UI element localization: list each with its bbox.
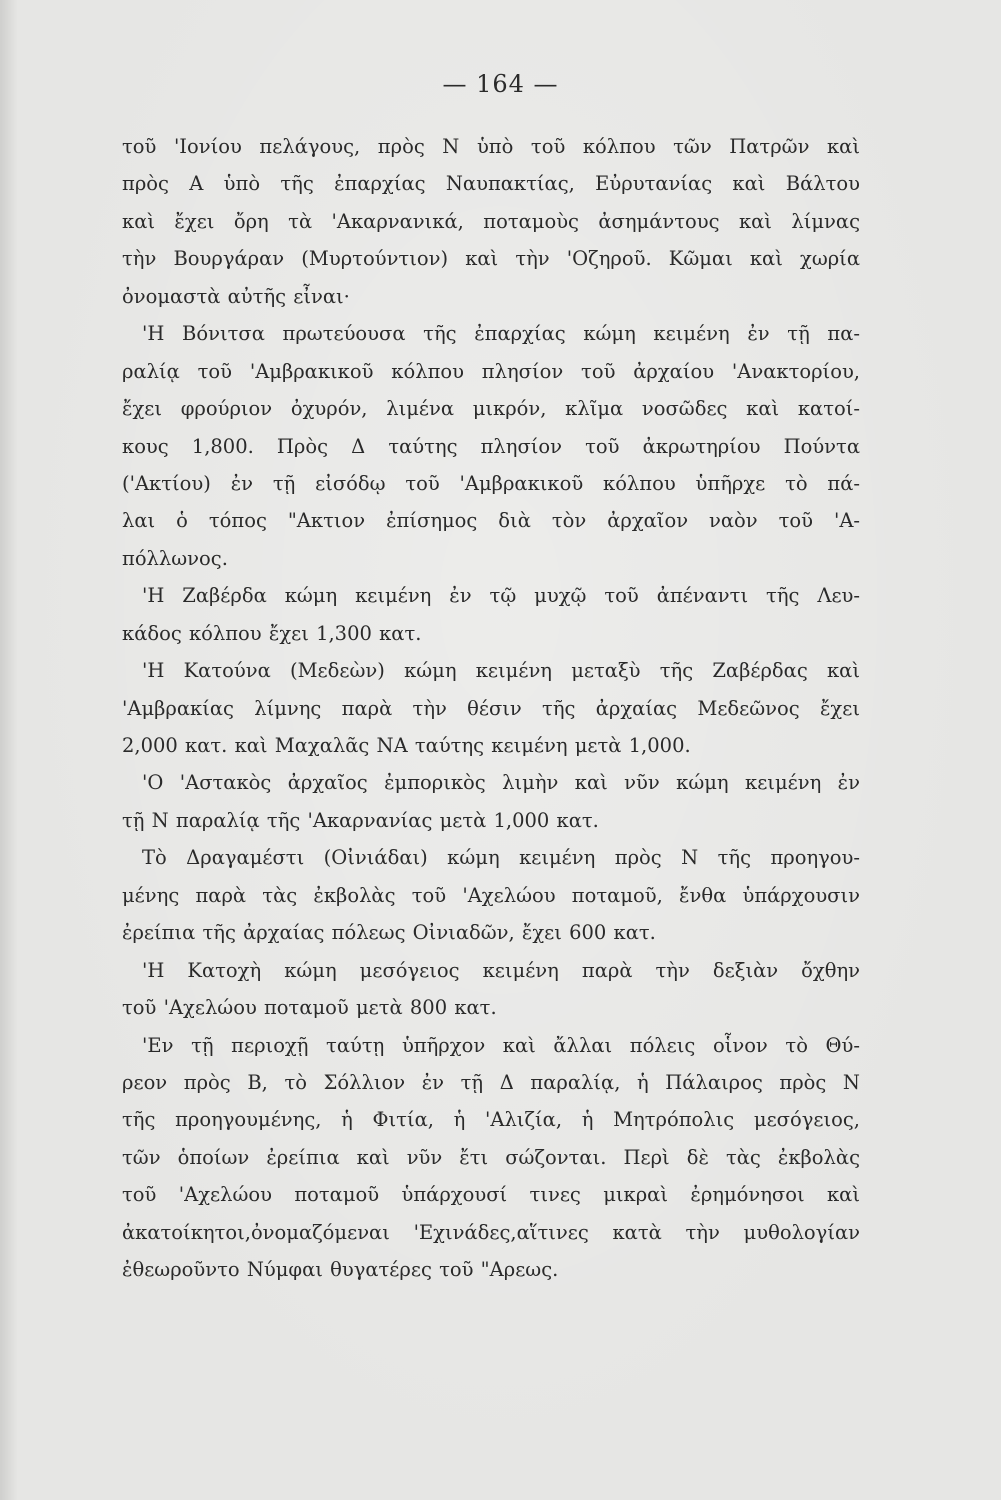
text-line: ρεον πρὸς Β, τὸ Σόλλιον ἐν τῇ Δ παραλίᾳ, ἡ Πάλαιρος πρὸς Ν xyxy=(122,1070,860,1094)
text-line: τῇ Ν παραλίᾳ τῆς 'Ακαρνανίας μετὰ 1,000 κατ. xyxy=(122,808,599,832)
text-line: 'Η Κατοχὴ κώμη μεσόγειος κειμένη παρὰ τὴν δεξιὰν ὄχθην xyxy=(142,958,860,982)
page-fold-shadow xyxy=(0,0,18,1500)
text-line: ὀνομαστὰ αὐτῆς εἶναι· xyxy=(122,284,350,308)
text-line: τοῦ 'Ιονίου πελάγους, πρὸς Ν ὑπὸ τοῦ κόλπου τῶν Πατρῶν καὶ xyxy=(122,135,860,158)
body-text xyxy=(122,128,860,1289)
text-line: 'Η Ζαβέρδα κώμη κειμένη ἐν τῷ μυχῷ τοῦ ἀπέναντι τῆς Λευ- xyxy=(142,584,860,608)
text-line: ἐρείπια τῆς ἀρχαίας πόλεως Οἰνιαδῶν, ἔχει 600 κατ. xyxy=(122,921,656,945)
text-line: τῶν ὁποίων ἐρείπια καὶ νῦν ἔτι σώζονται. Περὶ δὲ τὰς ἐκβολὰς xyxy=(122,1145,860,1169)
text-line: καὶ ἔχει ὄρη τὰ 'Ακαρνανικά, ποταμοὺς ἀσημάντους καὶ λίμνας xyxy=(122,209,860,233)
page-number: — 164 — xyxy=(442,70,559,98)
text-line: 'Η Βόνιτσα πρωτεύουσα τῆς ἐπαρχίας κώμη κειμένη ἐν τῇ πα- xyxy=(142,322,860,346)
text-line: κους 1,800. Πρὸς Δ ταύτης πλησίον τοῦ ἀκρωτηρίου Πούντα xyxy=(122,434,860,458)
text-line: ('Ακτίου) ἐν τῇ εἰσόδῳ τοῦ 'Αμβρακικοῦ κόλπου ὑπῆρχε τὸ πά- xyxy=(122,471,860,495)
text-line: 'Ο 'Αστακὸς ἀρχαῖος ἐμπορικὸς λιμὴν καὶ νῦν κώμη κειμένη ἐν xyxy=(142,771,860,795)
text-line: ἔχει φρούριον ὀχυρόν, λιμένα μικρόν, κλῖμα νοσῶδες καὶ κατοί- xyxy=(122,397,860,421)
text-line: 'Εν τῇ περιοχῇ ταύτῃ ὑπῆρχον καὶ ἄλλαι πόλεις οἷνον τὸ Θύ- xyxy=(142,1033,860,1057)
text-line: 'Αμβρακίας λίμνης παρὰ τὴν θέσιν τῆς ἀρχαίας Μεδεῶνος ἔχει xyxy=(122,696,860,720)
text-line: Τὸ Δραγαμέστι (Οἰνιάδαι) κώμη κειμένη πρὸς Ν τῆς προηγου- xyxy=(142,846,860,870)
text-line: μένης παρὰ τὰς ἐκβολὰς τοῦ 'Αχελώου ποταμοῦ, ἔνθα ὑπάρχουσιν xyxy=(122,883,860,907)
text-line: κάδος κόλπου ἔχει 1,300 κατ. xyxy=(122,621,422,645)
text-line: πόλλωνος. xyxy=(122,546,228,570)
text-line: τοῦ 'Αχελώου ποταμοῦ μετὰ 800 κατ. xyxy=(122,996,497,1020)
text-line: 2,000 κατ. καὶ Μαχαλᾶς ΝΑ ταύτης κειμένη μετὰ 1,000. xyxy=(122,734,691,757)
text-line: τὴν Βουργάραν (Μυρτούντιον) καὶ τὴν 'Οζηροῦ. Κῶμαι καὶ χωρία xyxy=(122,247,860,271)
text-line: ἐθεωροῦντο Νύμφαι θυγατέρες τοῦ "Αρεως. xyxy=(122,1258,559,1282)
text-line: λαι ὁ τόπος "Ακτιον ἐπίσημος διὰ τὸν ἀρχαῖον ναὸν τοῦ 'Α- xyxy=(122,509,860,533)
text-line: ραλίᾳ τοῦ 'Αμβρακικοῦ κόλπου πλησίον τοῦ ἀρχαίου 'Ανακτορίου, xyxy=(122,359,860,383)
text-line: ἀκατοίκητοι,ὀνομαζόμεναι 'Εχινάδες,αἵτινες κατὰ τὴν μυθολογίαν xyxy=(122,1220,860,1244)
text-line: τοῦ 'Αχελώου ποταμοῦ ὑπάρχουσί τινες μικραὶ ἐρημόνησοι καὶ xyxy=(122,1183,860,1207)
text-line: πρὸς Α ὑπὸ τῆς ἐπαρχίας Ναυπακτίας, Εὐρυτανίας καὶ Βάλτου xyxy=(122,172,860,196)
text-line: τῆς προηγουμένης, ἡ Φιτία, ἡ 'Αλιζία, ἡ Μητρόπολις μεσόγειος, xyxy=(122,1108,860,1132)
text-line: 'Η Κατούνα (Μεδεὼν) κώμη κειμένη μεταξὺ τῆς Ζαβέρδας καὶ xyxy=(142,659,860,683)
